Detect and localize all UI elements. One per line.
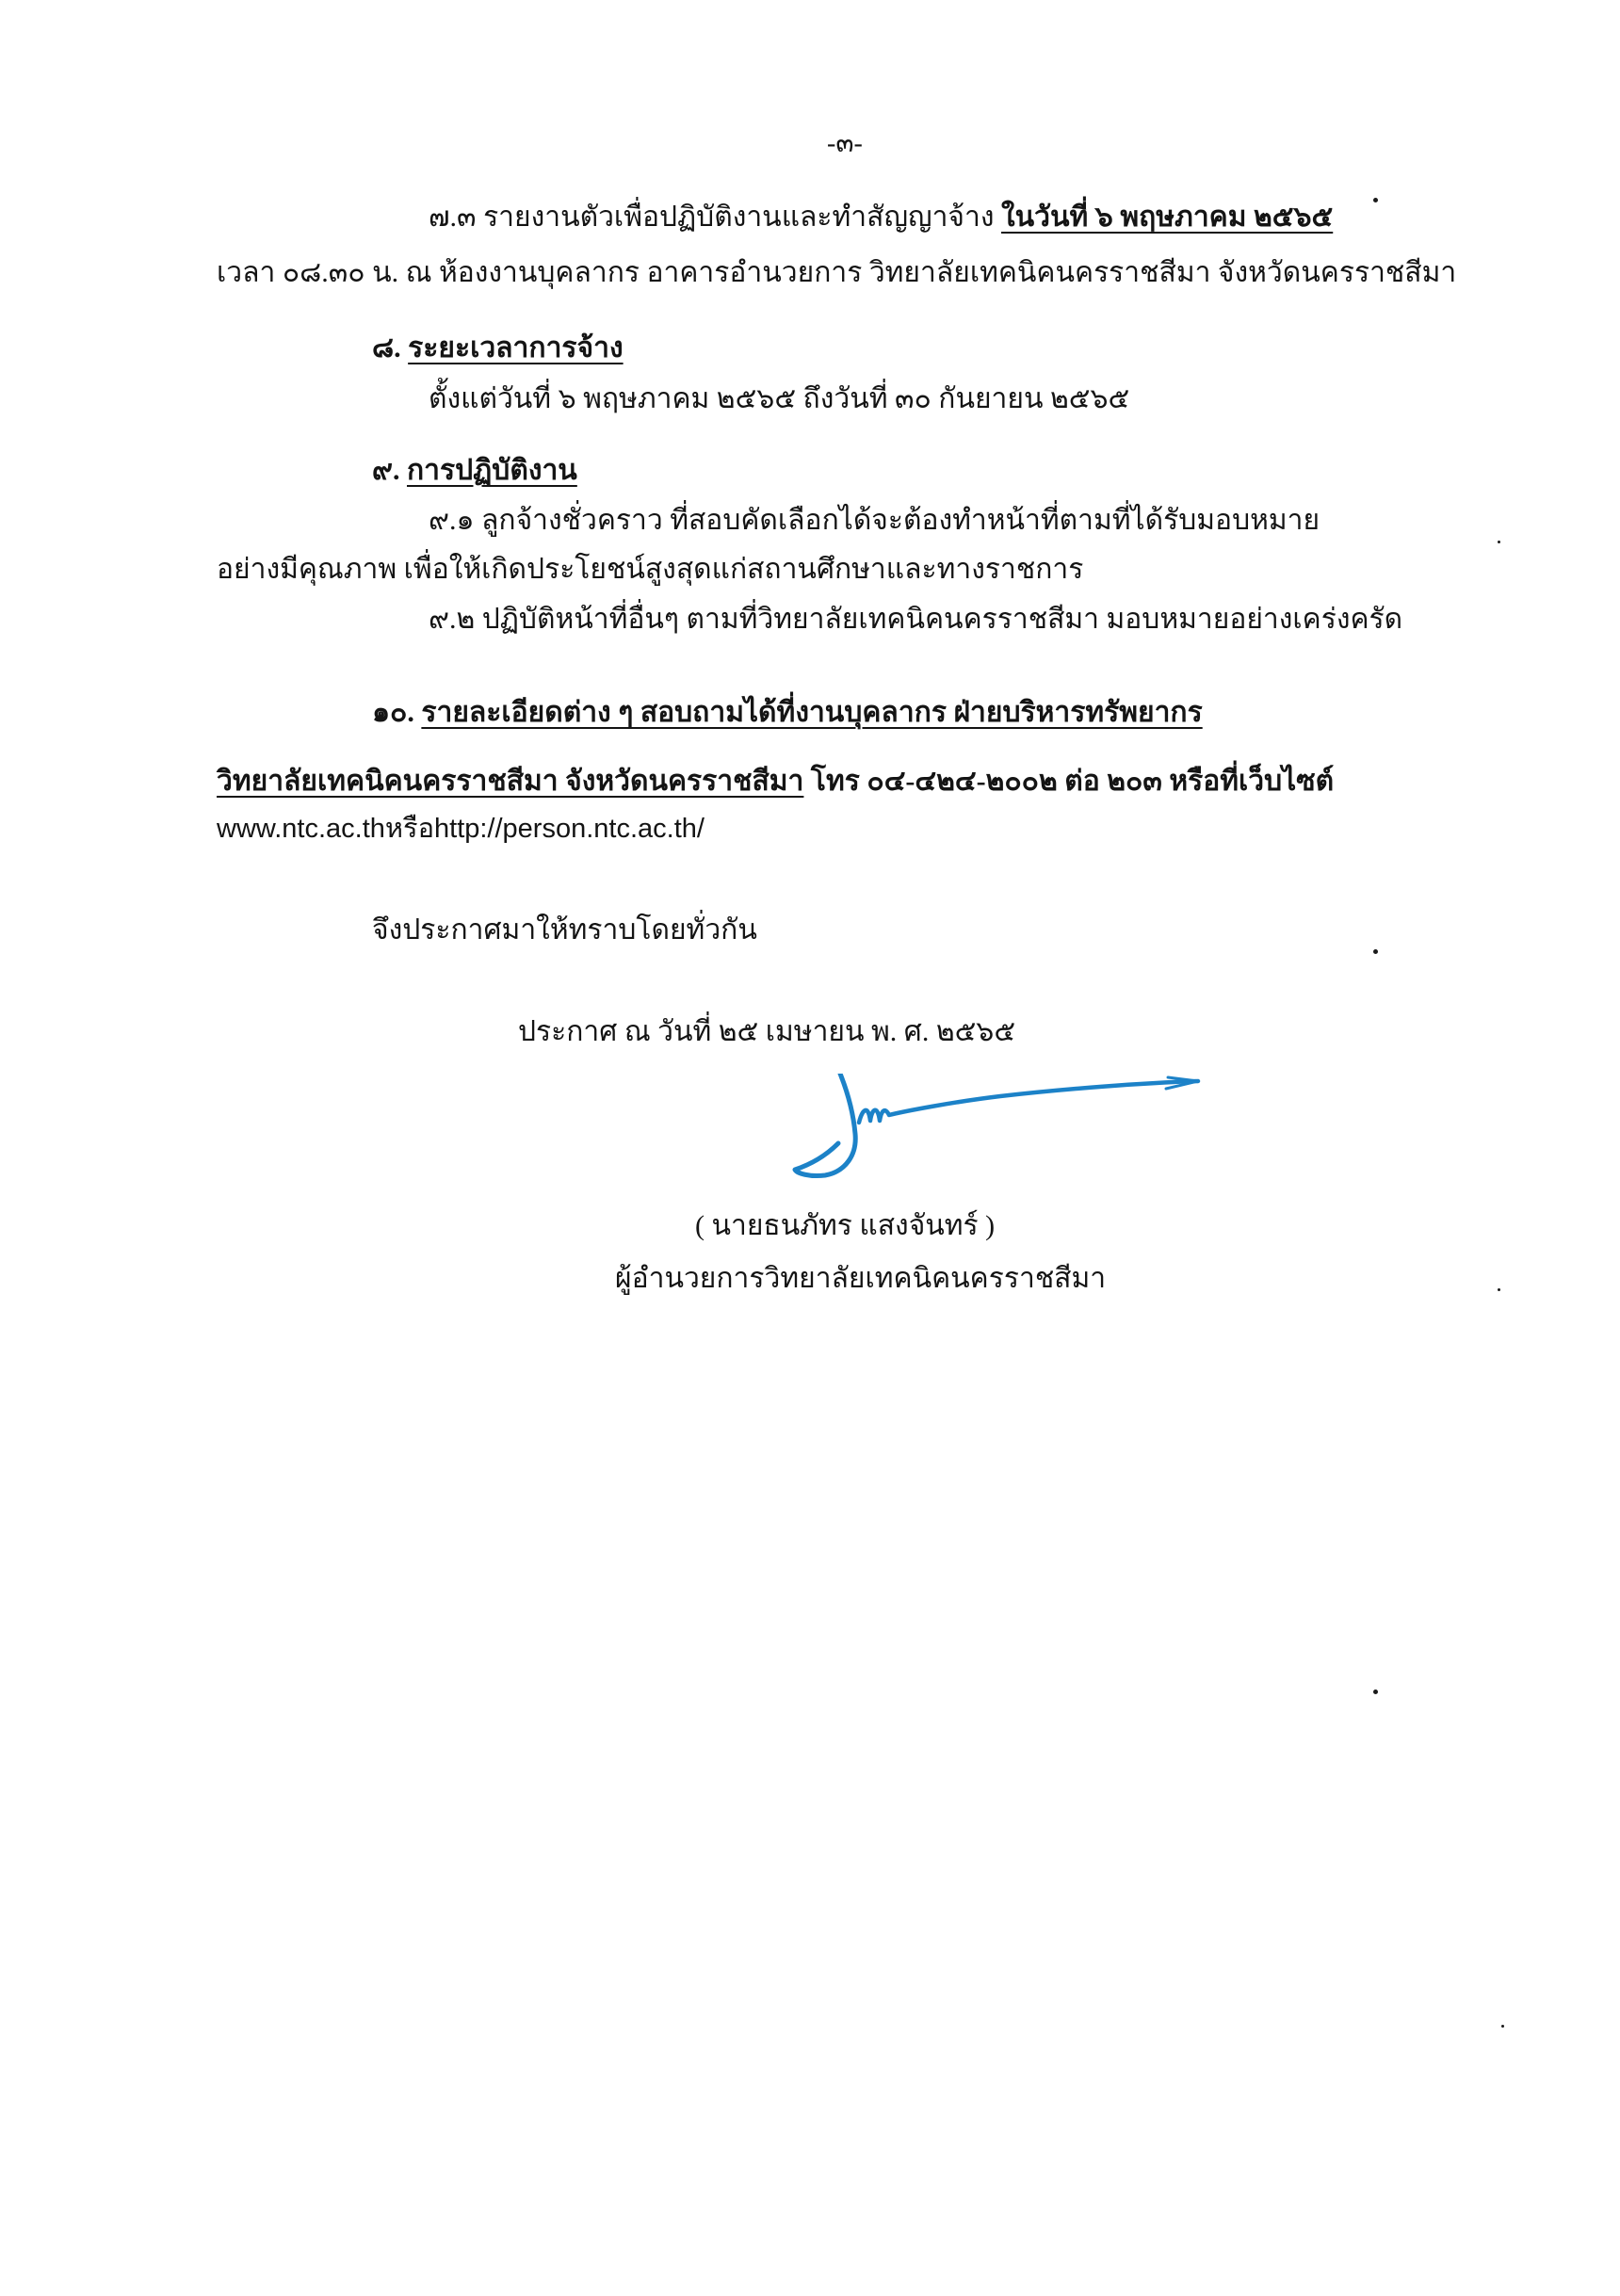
announcement-date: ประกาศ ณ วันที่ ๒๕ เมษายน พ. ศ. ๒๕๖๕ [518,1016,1016,1047]
contact-line [217,763,1334,800]
section-10-number: ๑๐. [372,697,414,728]
section-10-heading [372,694,1203,732]
item-9-1-line2: อย่างมีคุณภาพ เพื่อให้เกิดประโยชน์สูงสุดแก่สถานศึกษาและทางราชการ [217,554,1084,585]
scan-speck [1373,198,1378,202]
college-name: วิทยาลัยเทคนิคนครราชสีมา จังหวัดนครราชสีมา [217,766,804,797]
signatory-title: ผู้อำนวยการวิทยาลัยเทคนิคนครราชสีมา [615,1263,1107,1294]
item-9-2: ๙.๒ ปฏิบัติหน้าที่อื่นๆ ตามที่วิทยาลัยเทคนิคนครราชสีมา มอบหมายอย่างเคร่งครัด [429,604,1403,635]
page-number: -๓- [827,129,863,158]
item-9-1-line1: ๙.๑ ลูกจ้างชั่วคราว ที่สอบคัดเลือกได้จะต้องทำหน้าที่ตามที่ได้รับมอบหมาย [429,505,1320,536]
signatory-name: ( นายธนภัทร แสงจันทร์ ) [695,1210,996,1241]
signature [784,1074,1206,1188]
scan-speck [1373,949,1378,954]
section-8-heading [372,330,624,367]
website-links: www.ntc.ac.thหรือhttp://person.ntc.ac.th/ [217,814,705,844]
section-9-heading [372,452,577,490]
report-date: ในวันที่ ๖ พฤษภาคม ๒๕๖๕ [1001,202,1334,233]
section-9-number: ๙. [372,455,400,486]
contact-phone: โทร ๐๔-๔๒๔-๒๐๐๒ ต่อ ๒๐๓ หรือที่เว็บไซต์ [803,766,1335,797]
section-10-title: รายละเอียดต่าง ๆ สอบถามได้ที่งานบุคลากร ฝ่ายบริหารทรัพยากร [421,697,1203,728]
scan-speck [1501,2025,1504,2028]
item-7-3-continuation: เวลา ๐๘.๓๐ น. ณ ห้องงานบุคลากร อาคารอำนวยการ วิทยาลัยเทคนิคนครราชสีมา จังหวัดนครราชสีมา [217,257,1457,288]
scan-speck [1498,541,1500,543]
employment-period: ตั้งแต่วันที่ ๖ พฤษภาคม ๒๕๖๕ ถึงวันที่ ๓๐ กันยายน ๒๕๖๕ [429,383,1130,414]
closing-statement: จึงประกาศมาให้ทราบโดยทั่วกัน [372,914,757,946]
section-8-title: ระยะเวลาการจ้าง [408,332,624,364]
item-7-3 [429,199,1333,236]
scan-speck [1373,1690,1378,1694]
section-8-number: ๘. [372,332,401,364]
section-9-title: การปฏิบัติงาน [406,455,577,486]
scan-speck [1498,1288,1500,1291]
item-7-3-text: ๗.๓ รายงานตัวเพื่อปฏิบัติงานและทำสัญญาจ้าง [429,202,995,233]
